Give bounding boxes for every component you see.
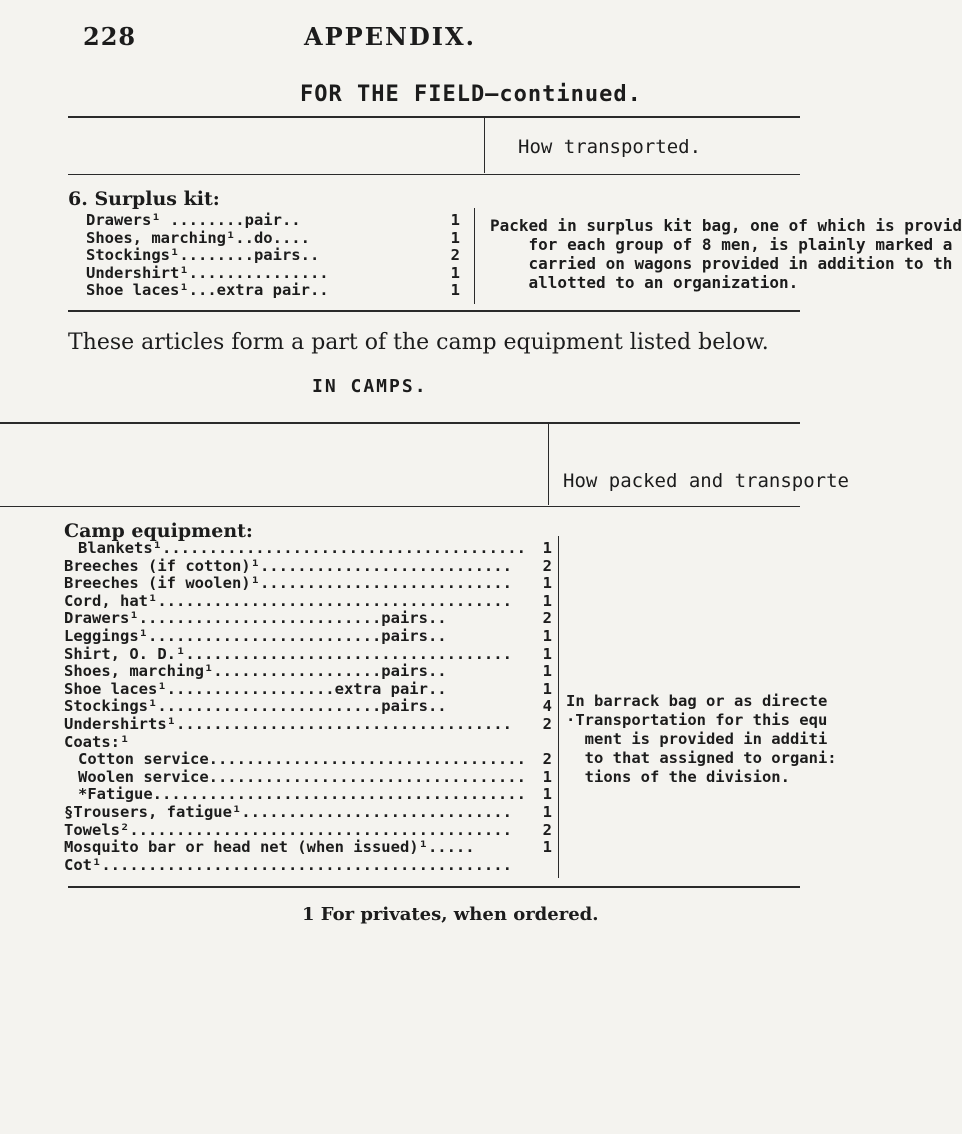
item-name: Stockings¹........pairs.. (86, 246, 320, 265)
item-quantity: 1 (542, 838, 552, 857)
list-item (64, 769, 552, 787)
page-header (0, 22, 800, 62)
list-item (64, 540, 552, 558)
camps-header-divider (548, 423, 549, 505)
item-quantity: 1 (542, 767, 552, 786)
list-item (64, 663, 552, 681)
list-item (64, 628, 552, 646)
item-quantity: 1 (542, 591, 552, 610)
item-name: Cotton service.................................. (78, 750, 526, 769)
item-name: Undershirt¹............... (86, 263, 329, 282)
in-camps-heading: IN CAMPS. (312, 376, 428, 397)
table-top-rule (68, 116, 800, 118)
item-name: Cord, hat¹...................................... (64, 591, 512, 610)
camp-equipment-list (64, 540, 552, 874)
item-quantity: 1 (542, 539, 552, 557)
list-item (64, 558, 552, 576)
item-name: Mosquito bar or head net (when issued)¹..... (64, 838, 475, 857)
item-name: Coats:¹ (64, 732, 130, 751)
list-item (64, 839, 552, 857)
item-quantity: 2 (542, 714, 552, 733)
item-quantity: 1 (542, 662, 552, 681)
surplus-items-list (86, 212, 460, 300)
camps-column-divider (558, 536, 559, 878)
list-item (64, 786, 552, 804)
item-quantity: 1 (450, 211, 460, 229)
item-name: Shirt, O. D.¹................................... (64, 644, 512, 663)
item-name: Cot¹............................................ (64, 855, 512, 874)
item-quantity: 2 (542, 609, 552, 628)
item-name: Drawers¹ ........pair.. (86, 211, 301, 229)
item-name: *Fatigue........................................ (78, 785, 526, 804)
camps-transport-header: How packed and transporte (563, 470, 849, 492)
item-name: §Trousers, fatigue¹............................. (64, 802, 512, 821)
camps-header-bottom-rule (0, 506, 800, 507)
item-quantity: 4 (542, 697, 552, 716)
item-quantity: 1 (542, 785, 552, 804)
list-item (64, 698, 552, 716)
list-item (64, 857, 552, 875)
list-item (64, 734, 552, 752)
header-bottom-rule (68, 174, 800, 175)
item-quantity: 2 (542, 556, 552, 575)
footnote: 1 For privates, when ordered. (302, 904, 599, 925)
list-item (86, 212, 460, 230)
list-item (64, 681, 552, 699)
list-item (64, 822, 552, 840)
item-quantity: 2 (542, 820, 552, 839)
item-name: Blankets¹....................................... (78, 539, 526, 557)
item-quantity: 2 (450, 246, 460, 265)
list-item (86, 265, 460, 283)
item-name: Breeches (if woolen)¹........................... (64, 574, 512, 593)
list-item (64, 646, 552, 664)
camp-equipment-title: Camp equipment: (64, 520, 253, 542)
appendix-title: APPENDIX. (304, 22, 476, 51)
item-quantity: 1 (542, 802, 552, 821)
header-divider (484, 117, 485, 173)
item-name: Woolen service.................................. (78, 767, 526, 786)
item-name: Shoes, marching¹..................pairs.. (64, 662, 447, 681)
running-title: FOR THE FIELD—continued. (300, 82, 642, 107)
camps-bottom-rule (68, 886, 800, 888)
transport-column-header: How transported. (518, 136, 702, 158)
camps-top-rule (0, 422, 800, 424)
item-quantity: 2 (542, 750, 552, 769)
item-name: Shoes, marching¹..do.... (86, 228, 310, 247)
list-item (64, 804, 552, 822)
item-quantity: 1 (542, 644, 552, 663)
item-name: Shoe laces¹...extra pair.. (86, 281, 329, 300)
list-item (64, 716, 552, 734)
note-line: These articles form a part of the camp equipment listed below. (68, 330, 769, 355)
list-item (86, 247, 460, 265)
item-quantity: 1 (450, 263, 460, 282)
item-name: Stockings¹........................pairs.. (64, 697, 447, 716)
camps-transport-text: In barrack bag or as directe ·Transportation for this equ ment is provided in additi to that assigned to organi: tions of the division. (566, 692, 837, 786)
list-item (86, 282, 460, 300)
item-quantity: 1 (542, 679, 552, 698)
column-divider (474, 208, 475, 304)
item-name: Leggings¹.........................pairs.. (64, 626, 447, 645)
item-name: Drawers¹..........................pairs.. (64, 609, 447, 628)
surplus-bottom-rule (68, 310, 800, 312)
item-name: Shoe laces¹..................extra pair.. (64, 679, 447, 698)
list-item (64, 610, 552, 628)
item-quantity: 1 (542, 626, 552, 645)
list-item (64, 593, 552, 611)
page-number: 228 (83, 22, 137, 51)
item-quantity: 1 (450, 228, 460, 247)
item-name: Breeches (if cotton)¹........................... (64, 556, 512, 575)
surplus-kit-title: 6. Surplus kit: (68, 188, 220, 210)
item-name: Undershirts¹.................................... (64, 714, 512, 733)
surplus-transport-text: Packed in surplus kit bag, one of which is provid for each group of 8 men, is plainly marked a carried on wagons provided in addition to th allotted to an organization. (490, 216, 962, 292)
list-item (86, 230, 460, 248)
item-quantity: 1 (542, 574, 552, 593)
item-name: Towels²......................................... (64, 820, 512, 839)
list-item (64, 751, 552, 769)
list-item (64, 575, 552, 593)
item-quantity: 1 (450, 281, 460, 300)
